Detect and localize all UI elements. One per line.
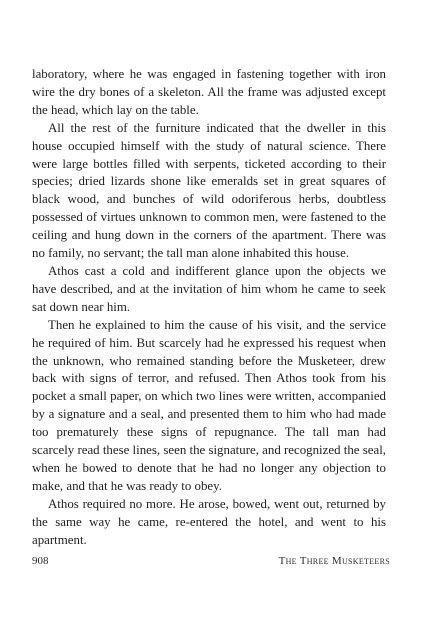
paragraph-continued: laboratory, where he was engaged in fastening together with iron wire the dry bones of a skeleton. All the frame was adjusted except the head, which lay on the table.	[32, 67, 386, 117]
running-head: The Three Musketeers	[278, 555, 390, 567]
page-number: 908	[32, 555, 49, 567]
paragraph: Athos required no more. He arose, bowed, went out, returned by the same way he came, re-entered the hotel, and went to his apartment.	[32, 496, 386, 547]
paragraph: Athos cast a cold and indifferent glance upon the objects we have described, and at the invitation of him whom he came to seek sat down near him.	[32, 263, 386, 314]
paragraph: Then he explained to him the cause of his visit, and the service he required of him. But scarcely had he expressed his request when the unknown, who remained standing before the Musketeer, drew back with signs of terror, and refused. Then Athos took from his pocket a small paper, on which two lines were written, accompanied by a signature and a seal, and presented them to him who had made too prematurely these signs of repugnance. The tall man had scarcely read these lines, seen the signature, and recognized the seal, when he bowed to denote that he had no longer any objection to make, and that he was ready to obey.	[32, 317, 386, 493]
page-footer	[32, 555, 390, 571]
body-text	[32, 66, 386, 549]
paragraph: All the rest of the furniture indicated that the dweller in this house occupied himself with the study of natural science. There were large bottles filled with serpents, ticketed according to their species; dried lizards shone like emeralds set in great squares of black wood, and bunches of wild odoriferous herbs, doubtless possessed of virtues unknown to common men, were fastened to the ceiling and hung down in the corners of the apartment. There was no family, no servant; the tall man alone inhabited this house.	[32, 120, 386, 261]
